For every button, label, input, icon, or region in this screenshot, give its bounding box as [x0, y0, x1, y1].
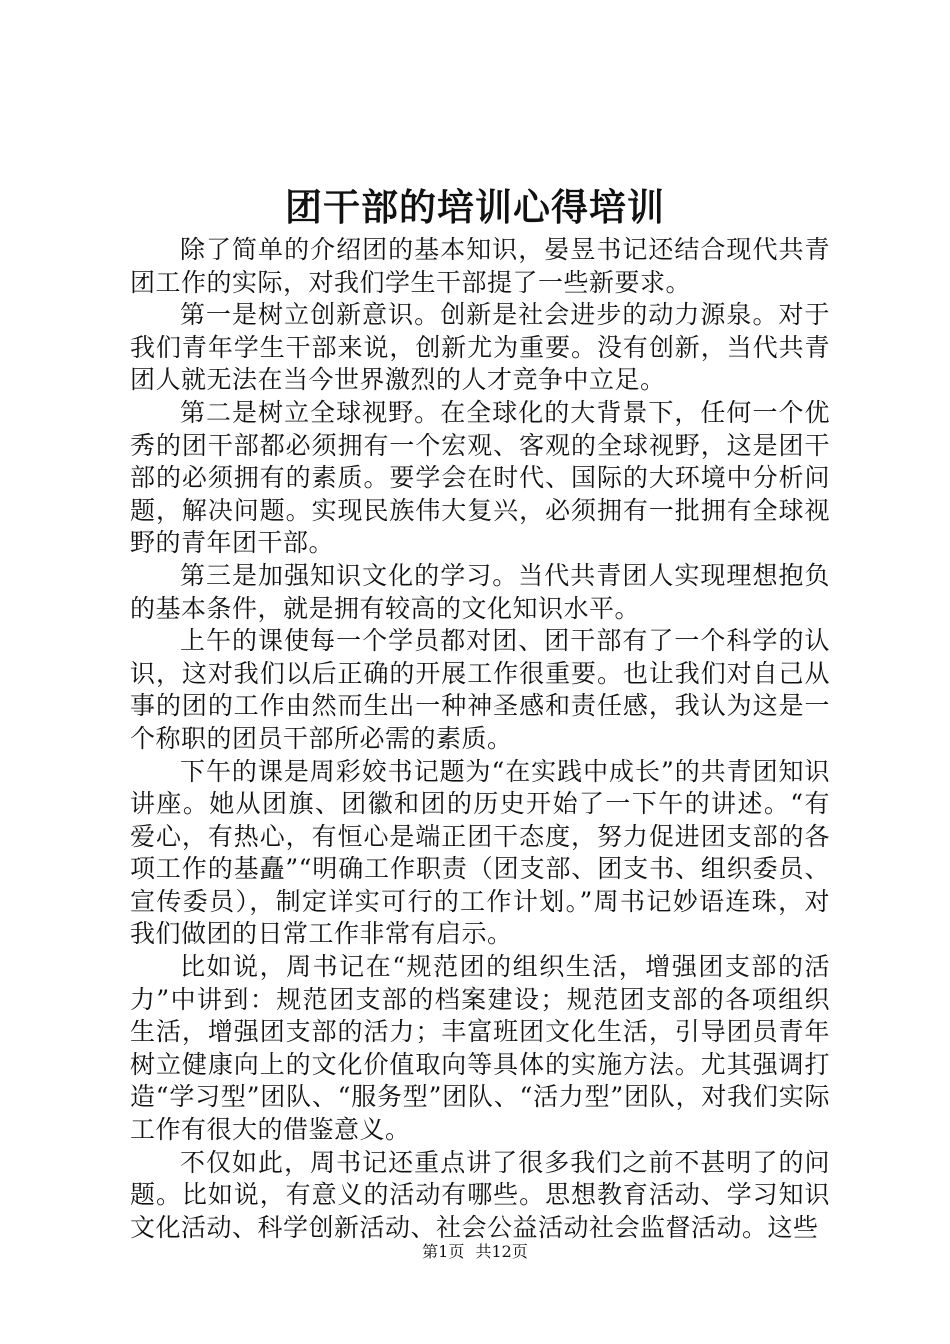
paragraph: 第二是树立全球视野。在全球化的大背景下，任何一个优秀的团干部都必须拥有一个宏观、客观的全球视野，这是团干部的必须拥有的素质。要学会在时代、国际的大环境中分析问题，解决问题。实现民族伟大复兴，必须拥有一批拥有全球视野的青年团干部。 — [130, 397, 830, 558]
paragraph: 第一是树立创新意识。创新是社会进步的动力源泉。对于我们青年学生干部来说，创新尤为重要。没有创新，当代共青团人就无法在当今世界激烈的人才竞争中立足。 — [130, 300, 830, 395]
paragraph: 下午的课是周彩姣书记题为“在实践中成长”的共青团知识讲座。她从团旗、团徽和团的历史开始了一下午的讲述。“有爱心，有热心，有恒心是端正团干态度，努力促进团支部的各项工作的基矗”“明确工作职责（团支部、团支书、组织委员、宣传委员），制定详实可行的工作计划。”周书记妙语连珠，对我们做团的日常工作非常有启示。 — [130, 756, 830, 949]
page-footer — [0, 1240, 950, 1264]
document-title: 团干部的培训心得培训 — [285, 185, 665, 229]
page-total: 共12页 — [475, 1242, 528, 1261]
document-body — [130, 234, 830, 1244]
paragraph: 比如说，周书记在“规范团的组织生活，增强团支部的活力”中讲到：规范团支部的档案建设；规范团支部的各项组织生活，增强团支部的活力；丰富班团文化生活，引导团员青年树立健康向上的文化价值取向等具体的实施方法。尤其强调打造“学习型”团队、“服务型”团队、“活力型”团队，对我们实际工作有很大的借鉴意义。 — [130, 952, 830, 1145]
paragraph: 不仅如此，周书记还重点讲了很多我们之前不甚明了的问题。比如说，有意义的活动有哪些。思想教育活动、学习知识文化活动、科学创新活动、社会公益活动社会监督活动。这些 — [130, 1147, 830, 1242]
paragraph: 除了简单的介绍团的基本知识，晏昱书记还结合现代共青团工作的实际，对我们学生干部提了一些新要求。 — [130, 235, 830, 297]
paragraph: 上午的课使每一个学员都对团、团干部有了一个科学的认识，这对我们以后正确的开展工作很重要。也让我们对自己从事的团的工作由然而生出一种神圣感和责任感，我认为这是一个称职的团员干部所必需的素质。 — [130, 626, 830, 753]
page-number: 第1页 — [422, 1242, 465, 1261]
paragraph: 第三是加强知识文化的学习。当代共青团人实现理想抱负的基本条件，就是拥有较高的文化知识水平。 — [130, 560, 830, 623]
